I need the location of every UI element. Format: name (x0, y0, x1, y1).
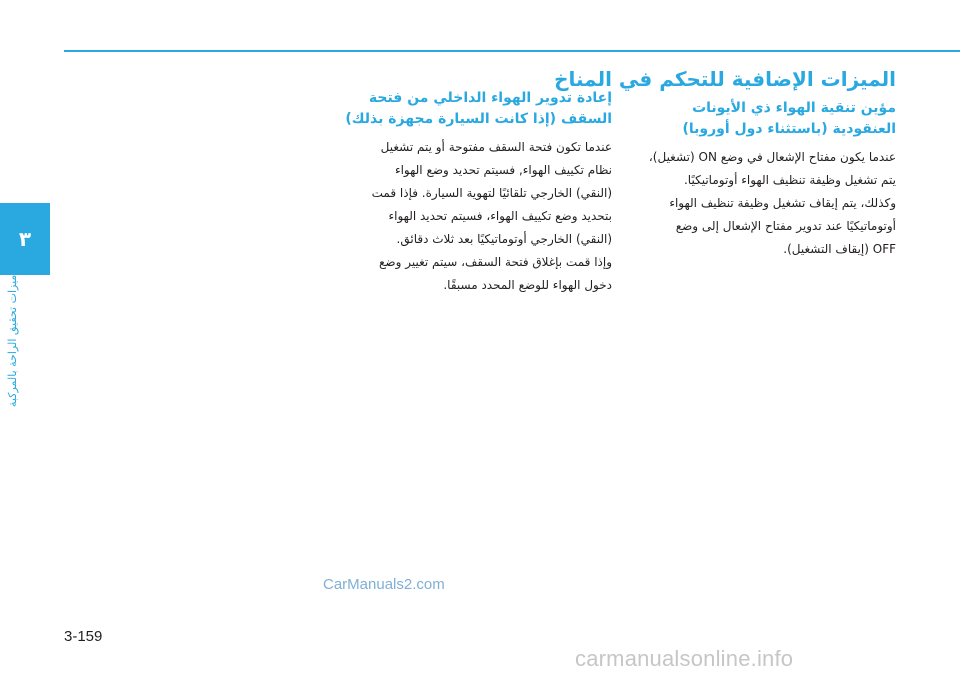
footer-watermark: carmanualsonline.info (575, 646, 794, 671)
sunroof-recirculation-body (340, 136, 612, 297)
top-divider-line (64, 50, 960, 52)
page-number: 3-159 (64, 628, 103, 645)
body-line: دخول الهواء للوضع المحدد مسبقًا. (443, 278, 612, 292)
subtitle-line: العنقودية (باستثناء دول أوروبا) (682, 121, 896, 137)
chapter-number: ٣ (18, 227, 32, 251)
body-line: OFF (إيقاف التشغيل). (783, 242, 896, 256)
body-line: عندما تكون فتحة السقف مفتوحة أو يتم تشغيل (380, 140, 612, 154)
sunroof-recirculation-subtitle (340, 88, 612, 130)
right-column (554, 64, 896, 261)
body-line: (النقي) الخارجي تلقائيًا لتهوية السيارة. فإذا قمت (371, 186, 612, 200)
body-line: نظام تكييف الهواء, فسيتم تحديد وضع الهواء (394, 163, 612, 177)
subtitle-line: السقف (إذا كانت السيارة مجهزة بذلك) (345, 111, 612, 127)
body-line: بتحديد وضع تكييف الهواء، فسيتم تحديد الهواء (388, 209, 612, 223)
subtitle-line: مؤين تنقية الهواء ذي الأيونات (692, 100, 896, 116)
section-title: الميزات الإضافية للتحكم في المناخ (554, 67, 896, 91)
cluster-ionizer-subtitle (646, 98, 896, 140)
body-line: عندما يكون مفتاح الإشعال في وضع ON (تشغيل)، (648, 150, 896, 164)
body-line: (النقي) الخارجي أوتوماتيكيًا بعد ثلاث دقائق. (396, 232, 612, 246)
body-line: يتم تشغيل وظيفة تنظيف الهواء أوتوماتيكيًا. (683, 173, 896, 187)
site-watermark: CarManuals2.com (323, 576, 445, 593)
cluster-ionizer-body (646, 146, 896, 261)
body-line: وكذلك، يتم إيقاف تشغيل وظيفة تنظيف الهواء (669, 196, 896, 210)
body-line: وإذا قمت بإغلاق فتحة السقف، سيتم تغيير وضع (379, 255, 612, 269)
chapter-label: ميزات تحقيق الراحة بالمركبة (6, 274, 19, 407)
subtitle-line: إعادة تدوير الهواء الداخلي من فتحة (368, 90, 612, 106)
body-line: أوتوماتيكيًا عند تدوير مفتاح الإشعال إلى وضع (675, 219, 896, 233)
left-column (340, 88, 612, 297)
